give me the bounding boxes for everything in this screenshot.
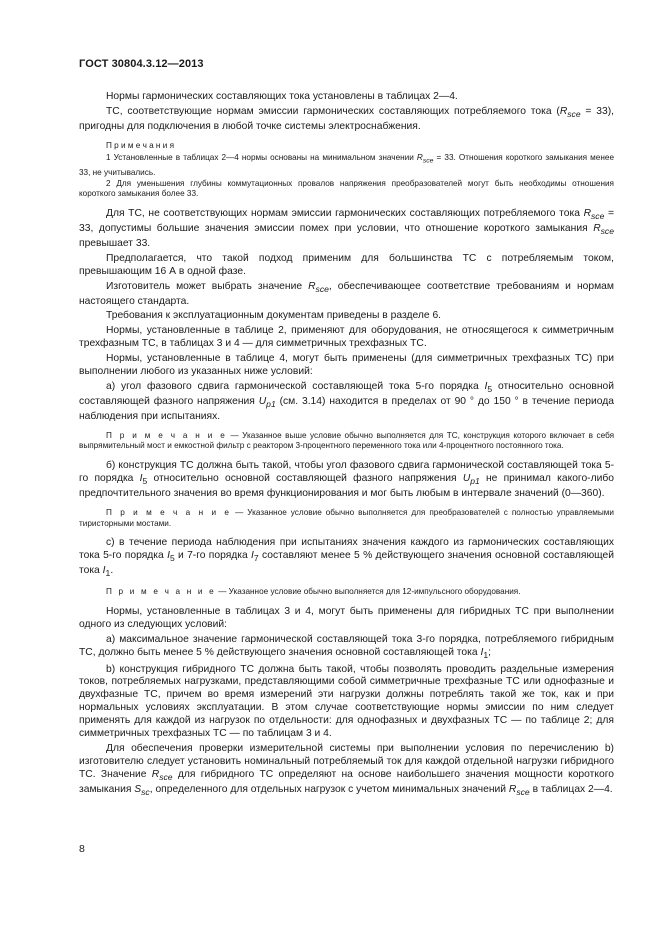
- paragraph: Для ТС, не соответствующих нормам эмиссии гармонических составляющих потребляемого тока $R_{sce} = 33$, допустимы большие значения эмиссии помех при условии, что отношение короткого замыкания $R_{sce}$ превышает 33.: [79, 207, 614, 249]
- list-item-c: с) в течение периода наблюдения при испытаниях значения каждого из гармонических составляющих тока 5-го порядка $I_5$ и 7-го порядка $I_7$ составляют менее 5 % действующего значения основной составляющей тока $I_1$.: [79, 537, 615, 579]
- list-item-b: б) конструкция ТС должна быть такой, чтобы угол фазового сдвига гармонической составляющей тока 5-го порядка $I_5$ относительно основной составляющей фазного напряжения $U_{p1}$ не принимал какого-либо предпочтительного значения во время функционирования и мог быть любым в интервале значений (0—360).: [79, 460, 614, 500]
- hybrid-item-a: а) максимальное значение гармонической составляющей тока 3-го порядка, потребляемого гибридным ТС, должно быть менее 5 % действующего значения основной составляющей тока $I_1$;: [79, 633, 614, 660]
- note-block: [79, 141, 614, 200]
- paragraph: Для обеспечения проверки измерительной системы при выполнении условия по перечислению b) изготовителю следует установить номинальный потребляемый ток для каждой отдельной нагрузки гибридного ТС. Значение $R_{sce}$ для гибридного ТС определяют на основе наибольшего значения мощности короткого замыкания $S_{sc}$, определенного для отдельных нагрузок с учетом минимальных значений $R_{sce}$ в таблицах 2—4.: [79, 742, 614, 797]
- note-item: 2 Для уменьшения глубины коммутационных провалов напряжения преобразователей могут быть необходимы отношения короткого замыкания более 33.: [79, 178, 614, 199]
- paragraph: Нормы гармонических составляющих тока установлены в таблицах 2—4.: [106, 91, 458, 102]
- note: П р и м е ч а н и е — Указанное условие обычно выполняется для преобразователей с полностью управляемыми тиристорными мостами.: [79, 507, 614, 528]
- paragraph: Изготовитель может выбрать значение $R_{sce}$, обеспечивающее соответствие требованиям и нормам настоящего стандарта.: [79, 280, 614, 307]
- note-heading: П р и м е ч а н и я: [106, 140, 175, 150]
- page-number: 8: [79, 843, 85, 855]
- paragraph: Нормы, установленные в таблице 2, применяют для оборудования, не относящегося к симметричным трехфазным ТС, в таблицах 3 и 4 — для симметричных трехфазных ТС.: [79, 325, 614, 350]
- note-item: 1 Установленные в таблицах 2—4 нормы основаны на минимальном значении $R_{sce} = 33$. Отношения короткого замыкания менее 33, не учитывались.: [79, 153, 614, 177]
- paragraph: Предполагается, что такой подход применим для большинства ТС с потребляемым током, превышающим 16 А в одной фазе.: [79, 252, 614, 277]
- paragraph: Требования к эксплуатационным документам приведены в разделе 6.: [106, 310, 442, 322]
- paragraph: Нормы, установленные в таблицах 3 и 4, могут быть применены для гибридных ТС при выполнении одного из следующих условий:: [79, 605, 614, 630]
- hybrid-item-b: b) конструкция гибридного ТС должна быть такой, чтобы позволять проводить раздельные измерения токов, потребляемых нагрузками, представляющими собой симметричные трехфазные ТС или однофазные и двухфазные ТС, причем во время измерений эти нагрузки должны потреблять такой же ток, как и при нормальных условиях эксплуатации. В этом случае соответствующие нормы эмиссии по ним следует применять для каждой из нагрузок по отдельности: для однофазных и двухфазных ТС — по таблице 2; для симметричных трехфазных ТС — по таблицам 3 и 4.: [79, 663, 614, 740]
- paragraph: Нормы, установленные в таблице 4, могут быть применены (для симметричных трехфазных ТС) при выполнении любого из указанных ниже условий:: [79, 353, 614, 378]
- page-header: ГОСТ 30804.3.12—2013: [79, 58, 204, 70]
- paragraph: ТС, соответствующие нормам эмиссии гармонических составляющих потребляемого тока $(R_{sce} = 33)$, пригодны для подключения в любой точке системы электроснабжения.: [79, 105, 614, 132]
- page-body: [79, 91, 614, 801]
- note: П р и м е ч а н и е — Указанное условие обычно выполняется для 12-импульсного оборудования.: [106, 587, 521, 597]
- note: П р и м е ч а н и е — Указанное выше условие обычно выполняется для ТС, конструкция которого включает в себя выпрямительный мост и емкостной фильтр с реактором 3-процентного переменного тока или 4-процентного постоянного тока.: [79, 430, 615, 451]
- list-item-a: а) угол фазового сдвига гармонической составляющей тока 5-го порядка $I_5$ относительно основной составляющей фазного напряжения $U_{p1}$ (см. 3.14) находится в пределах от 90 ° до 150 ° в течение периода наблюдения при испытаниях.: [79, 380, 614, 422]
